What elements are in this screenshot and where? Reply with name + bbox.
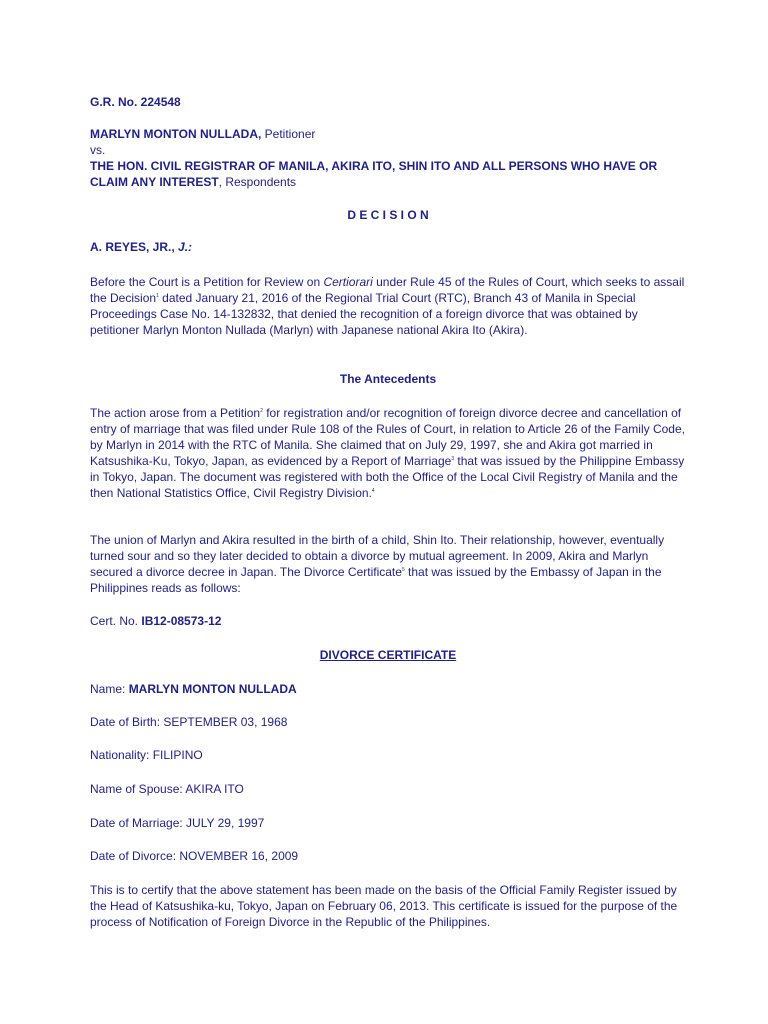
petitioner-role: Petitioner [261,127,316,141]
cert-nationality: Nationality: FILIPINO [90,748,203,762]
footnote-1-link[interactable]: 1 [156,293,159,299]
cert-spouse: Name of Spouse: AKIRA ITO [90,782,244,796]
decision-heading: D E C I S I O N [347,208,429,222]
para1-certiorari: Certiorari [323,275,373,289]
cert-number-value: IB12-08573-12 [141,614,222,628]
para2-text-2: for registration and/or recognition of foreign divorce decree and cancellation of entry of marriage that was filed under Rule 108 of the Rules of Court, in relation to Article 26 of the Family Code, by Marlyn in 2014 with the RTC of Manila. She claimed that on July 29, 1997, she and Akira got married in Katsushika-Ku, Tokyo, Japan, as evidenced by a Report of Marriage [90,406,685,468]
ponente-line [90,239,686,255]
paragraph-action [90,405,686,501]
petitioner-name: MARLYN MONTON NULLADA, [90,127,262,141]
paragraph-union [90,532,686,596]
cert-number-line [90,613,686,629]
ponente-name: A. REYES, JR., [90,240,179,254]
para1-text-1: Before the Court is a Petition for Review on [90,275,324,289]
cert-name-value: MARLYN MONTON NULLADA [128,682,297,696]
para1-text-3: dated January 21, 2016 of the Regional Trial Court (RTC), Branch 43 of Manila in Special Proceedings Case No. 14-132832, that denied the recognition of a foreign divorce that was obtained by petitioner Marlyn Monton Nullada (Marlyn) with Japanese national Akira Ito (Akira). [90,291,638,337]
petitioner-line [90,126,686,142]
respondents-name: THE HON. CIVIL REGISTRAR OF MANILA, AKIRA ITO, SHIN ITO AND ALL PERSONS WHO HAVE OR CLAIM ANY INTEREST [90,159,658,189]
para2-text-3: that was issued by the Philippine Embassy in Tokyo, Japan. The document was registered with both the Office of the Local Civil Registry of Manila and the then National Statistics Office, Civil Registry Division. [90,454,685,500]
paragraph-petition [90,274,686,338]
divorce-certificate-title: DIVORCE CERTIFICATE [319,648,457,662]
case-number: G.R. No. 224548 [90,95,181,109]
cert-number-label: Cert. No. [90,614,142,628]
para3-text-1: The union of Marlyn and Akira resulted in the birth of a child, Shin Ito. Their relationship, however, eventually turned sour and so they later decided to obtain a divorce by mutual agreement. In 2009, Akira and Marlyn secured a divorce decree in Japan. The Divorce Certificate [90,533,665,579]
ponente-suffix: J.: [178,240,193,254]
footnote-5-link[interactable]: 5 [401,567,405,573]
para1-text-2: under Rule 45 of the Rules of Court, which seeks to assail the Decision [90,275,685,305]
cert-name-label: Name: [90,682,129,696]
para3-text-2: that was issued by the Embassy of Japan in the Philippines reads as follows: [90,565,662,595]
respondents-role: , Respondents [218,175,297,189]
cert-name-line [90,681,686,697]
cert-date-of-divorce: Date of Divorce: NOVEMBER 16, 2009 [90,849,299,863]
footnote-4-link[interactable]: 4 [371,488,375,494]
footnote-3-link[interactable]: 3 [451,456,455,462]
cert-date-of-marriage: Date of Marriage: JULY 29, 1997 [90,816,265,830]
cert-date-of-birth: Date of Birth: SEPTEMBER 03, 1968 [90,715,288,729]
para2-text-1: The action arose from a Petition [90,406,261,420]
cert-statement: This is to certify that the above statement has been made on the basis of the Official Family Register issued by the Head of Katsushika-ku, Tokyo, Japan on February 06, 2013. This certificate is issued for the purpose of the process of Notification of Foreign Divorce in the Republic of the Philippines. [90,883,678,929]
versus-text: vs. [90,143,106,157]
footnote-2-link[interactable]: 2 [260,408,263,414]
respondents-line [90,158,686,190]
antecedents-heading: The Antecedents [339,372,437,386]
